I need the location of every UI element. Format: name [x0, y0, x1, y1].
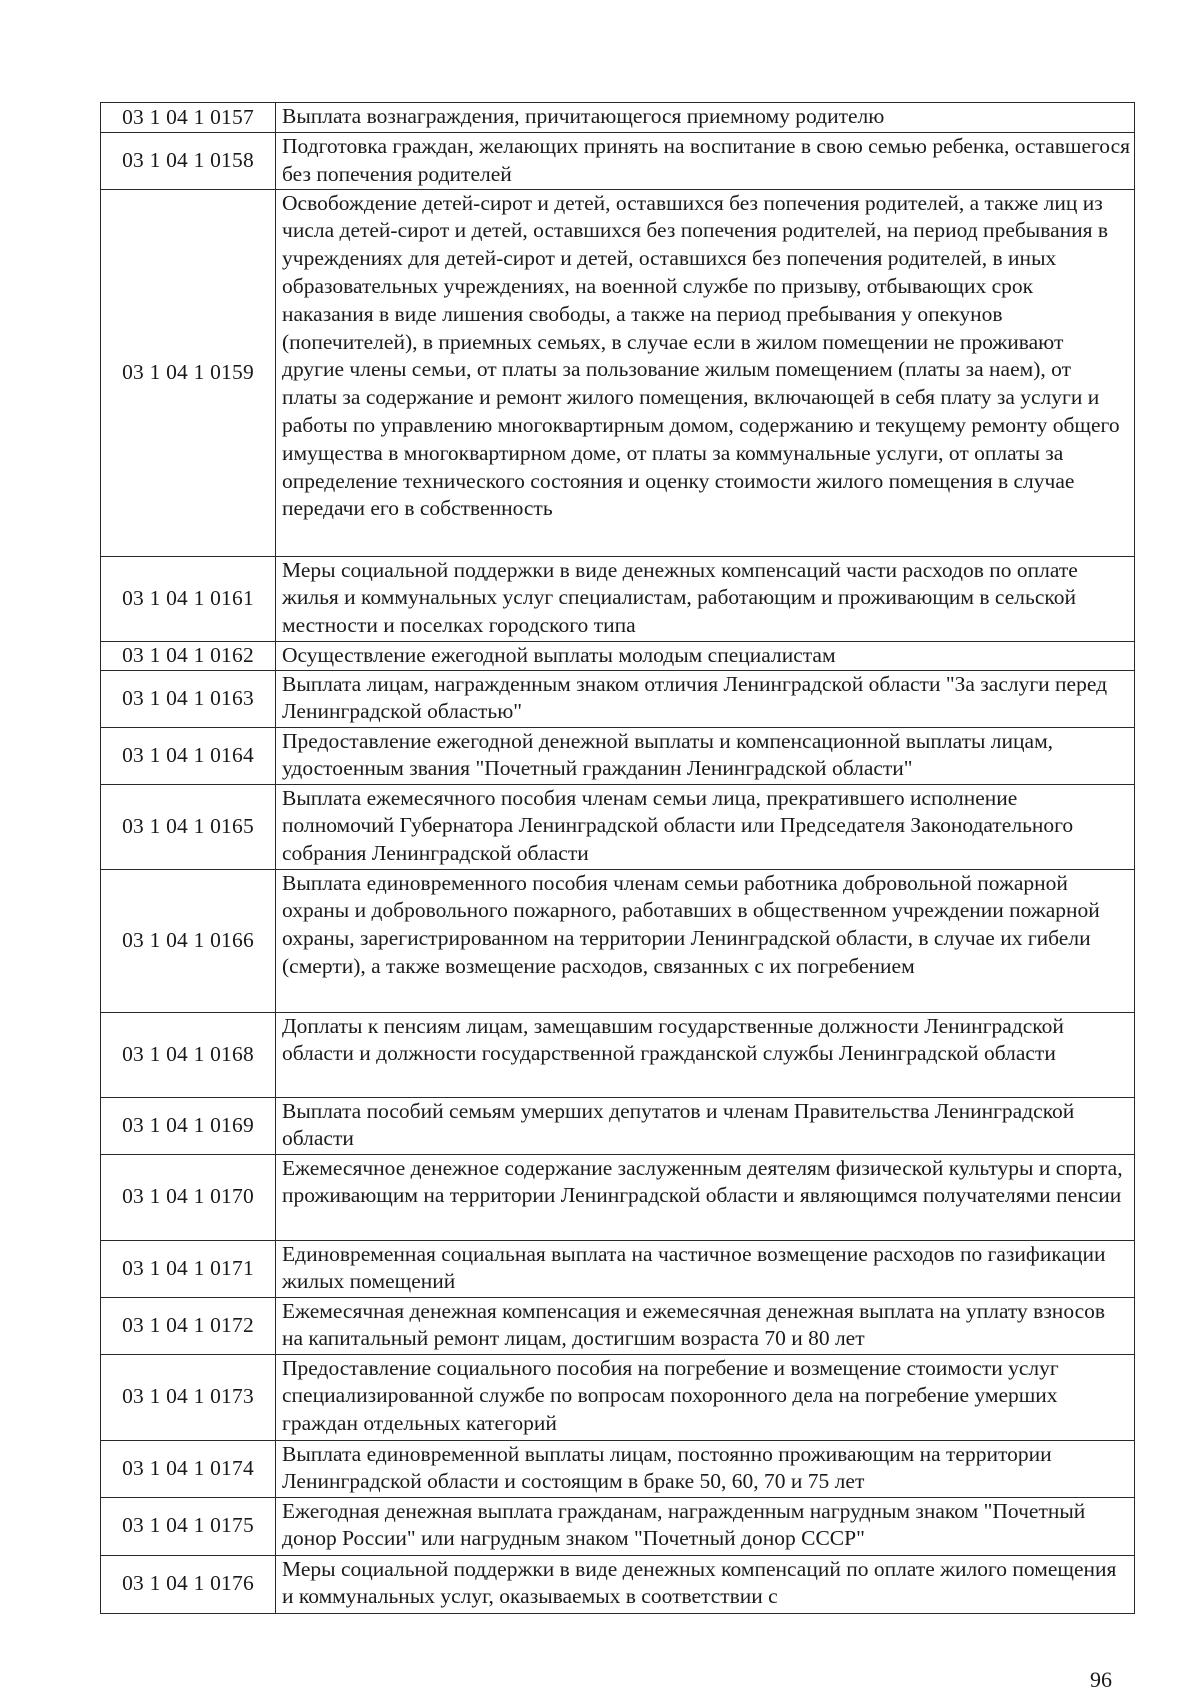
table-row — [101, 869, 1135, 1012]
row-code: 03 1 04 1 0172 — [101, 1297, 276, 1354]
table-row — [101, 133, 1135, 190]
table-row — [101, 1297, 1135, 1354]
table-row — [101, 189, 1135, 556]
table-row — [101, 1354, 1135, 1440]
table-row — [101, 1555, 1135, 1613]
row-code: 03 1 04 1 0161 — [101, 556, 276, 641]
table-row — [101, 784, 1135, 869]
table-row — [101, 1012, 1135, 1097]
table-row — [101, 727, 1135, 784]
table-body — [101, 103, 1135, 1614]
table-row — [101, 1240, 1135, 1297]
row-code: 03 1 04 1 0157 — [101, 103, 276, 133]
row-code: 03 1 04 1 0158 — [101, 133, 276, 190]
row-description: Меры социальной поддержки в виде денежных компенсаций по оплате жилого помещения и коммунальных услуг, оказываемых в соответствии с — [276, 1555, 1135, 1613]
row-description: Предоставление ежегодной денежной выплаты и компенсационной выплаты лицам, удостоенным звания "Почетный гражданин Ленинградской области" — [276, 727, 1135, 784]
row-description: Ежегодная денежная выплата гражданам, награжденным нагрудным знаком "Почетный донор России" или нагрудным знаком "Почетный донор СССР" — [276, 1497, 1135, 1555]
row-description: Выплата пособий семьям умерших депутатов и членам Правительства Ленинградской области — [276, 1097, 1135, 1154]
row-description: Освобождение детей-сирот и детей, оставшихся без попечения родителей, а также лиц из числа детей-сирот и детей, оставшихся без попечения родителей, на период пребывания в учреждениях для детей-сирот и детей, оставшихся без попечения родителей, в иных образовательных учреждениях, на военной службе по призыву, отбывающих срок наказания в виде лишения свободы, а также на период пребывания у опекунов (попечителей), в приемных семьях, в случае если в жилом помещении не проживают другие члены семьи, от платы за пользование жилым помещением (платы за наем), от платы за содержание и ремонт жилого помещения, включающей в себя плату за услуги и работы по управлению многоквартирным домом, содержанию и текущему ремонту общего имущества в многоквартирном доме, от платы за коммунальные услуги, от оплаты за определение технического состояния и оценку стоимости жилого помещения в случае передачи его в собственность — [276, 189, 1135, 556]
table-row — [101, 1497, 1135, 1555]
table-row — [101, 1154, 1135, 1240]
row-description: Выплата единовременного пособия членам семьи работника добровольной пожарной охраны и добровольного пожарного, работавших в общественном учреждении пожарной охраны, зарегистрированном на территории Ленинградской области, в случае их гибели (смерти), а также возмещение расходов, связанных с их погребением — [276, 869, 1135, 1012]
row-code: 03 1 04 1 0164 — [101, 727, 276, 784]
table-row — [101, 670, 1135, 727]
row-code: 03 1 04 1 0170 — [101, 1154, 276, 1240]
row-code: 03 1 04 1 0166 — [101, 869, 276, 1012]
row-description: Подготовка граждан, желающих принять на воспитание в свою семью ребенка, оставшегося без попечения родителей — [276, 133, 1135, 190]
page-number: 96 — [1090, 1667, 1112, 1692]
row-description: Выплата вознаграждения, причитающегося приемному родителю — [276, 103, 1135, 133]
row-code: 03 1 04 1 0163 — [101, 670, 276, 727]
row-code: 03 1 04 1 0171 — [101, 1240, 276, 1297]
row-code: 03 1 04 1 0165 — [101, 784, 276, 869]
budget-classification-table — [100, 102, 1135, 1614]
row-description: Единовременная социальная выплата на частичное возмещение расходов по газификации жилых помещений — [276, 1240, 1135, 1297]
row-code: 03 1 04 1 0176 — [101, 1555, 276, 1613]
row-code: 03 1 04 1 0168 — [101, 1012, 276, 1097]
row-code: 03 1 04 1 0159 — [101, 189, 276, 556]
table-row — [101, 1097, 1135, 1154]
table-row — [101, 641, 1135, 670]
row-code: 03 1 04 1 0169 — [101, 1097, 276, 1154]
row-description: Предоставление социального пособия на погребение и возмещение стоимости услуг специализированной службе по вопросам похоронного дела на погребение умерших граждан отдельных категорий — [276, 1354, 1135, 1440]
row-description: Выплата единовременной выплаты лицам, постоянно проживающим на территории Ленинградской области и состоящим в браке 50, 60, 70 и 75 лет — [276, 1440, 1135, 1497]
row-code: 03 1 04 1 0173 — [101, 1354, 276, 1440]
table-row — [101, 556, 1135, 641]
row-code: 03 1 04 1 0174 — [101, 1440, 276, 1497]
row-description: Доплаты к пенсиям лицам, замещавшим государственные должности Ленинградской области и должности государственной гражданской службы Ленинградской области — [276, 1012, 1135, 1097]
table-row — [101, 103, 1135, 133]
row-description: Выплата лицам, награжденным знаком отличия Ленинградской области "За заслуги перед Ленинградской областью" — [276, 670, 1135, 727]
table-row — [101, 1440, 1135, 1497]
row-description: Ежемесячная денежная компенсация и ежемесячная денежная выплата на уплату взносов на капитальный ремонт лицам, достигшим возраста 70 и 80 лет — [276, 1297, 1135, 1354]
row-description: Ежемесячное денежное содержание заслуженным деятелям физической культуры и спорта, проживающим на территории Ленинградской области и являющимся получателями пенсии — [276, 1154, 1135, 1240]
row-description: Осуществление ежегодной выплаты молодым специалистам — [276, 641, 1135, 670]
row-description: Меры социальной поддержки в виде денежных компенсаций части расходов по оплате жилья и коммунальных услуг специалистам, работающим и проживающим в сельской местности и поселках городского типа — [276, 556, 1135, 641]
row-code: 03 1 04 1 0162 — [101, 641, 276, 670]
row-description: Выплата ежемесячного пособия членам семьи лица, прекратившего исполнение полномочий Губернатора Ленинградской области или Председателя Законодательного собрания Ленинградской области — [276, 784, 1135, 869]
row-code: 03 1 04 1 0175 — [101, 1497, 276, 1555]
